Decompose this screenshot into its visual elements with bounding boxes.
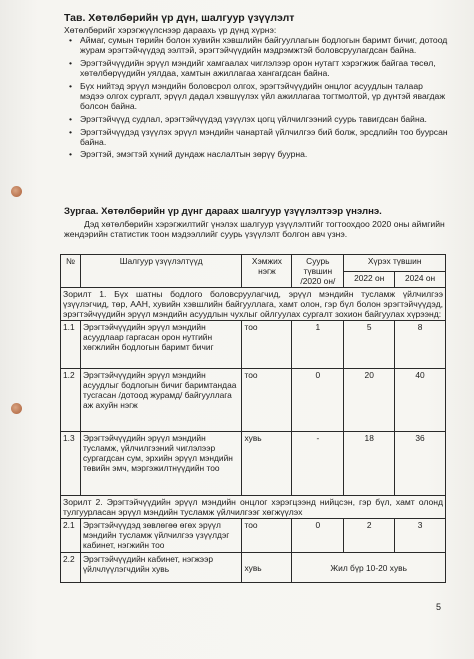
cell-indicator: Эрэгтэйчүүдийн эрүүл мэндийн асуудлыг бодлогын бичиг баримтандаа тусгасан /дотоод журамд/ байгууллага аж ахуйн нэгж [80, 369, 242, 432]
table-row [61, 519, 446, 553]
cell-no: 1.2 [61, 369, 81, 432]
section-heading-5: Тав. Хөтөлбөрийн үр дүн, шалгуур үзүүлэлт [64, 12, 295, 24]
header-unit: Хэмжих нэгж [242, 255, 292, 288]
punch-hole [11, 403, 22, 414]
cell-no: 2.2 [61, 553, 81, 583]
cell-unit: хувь [242, 432, 292, 496]
cell-no: 1.3 [61, 432, 81, 496]
list-item: • Эрэгтэйчүүдэд үзүүлэх эрүүл мэндийн чанартай үйлчилгээ бий болж, эрсдлийн тоо буурсан байна. [68, 127, 448, 148]
section-heading-6: Зургаа. Хөтөлбөрийн үр дүнг дараах шалгуур үзүүлэлтээр үнэлнэ. [64, 206, 382, 217]
list-item: • Эрэгтэйчүүд судлал, эрэгтэйчүүдэд үзүүлэх цогц үйлчилгээний суурь тавигдсан байна. [68, 114, 448, 124]
list-item: • Бүх нийтэд эрүүл мэндийн боловсрол олгох, эрэгтэйчүүдийн онцлог асуудлын талаар мэдээ олгох сургалт, эрүүл дадал хэвшүүлэх үйл ажиллагаа тогтмолтой, үр дүнтэй явагдаж болсон байна. [68, 81, 448, 112]
cell-unit: тоо [242, 519, 292, 553]
cell-baseline: 1 [292, 321, 344, 369]
table-row [61, 321, 446, 369]
cell-unit: тоо [242, 369, 292, 432]
cell-2022: 2 [344, 519, 395, 553]
header-2024: 2024 он [395, 271, 446, 288]
header-no: № [61, 255, 81, 288]
header-indicator: Шалгуур үзүүлэлтүүд [80, 255, 242, 288]
objective-2: Зорилт 2. Эрэгтэйчүүдийн эрүүл мэндийн онцлог хэрэгцээнд нийцсэн, гэр бүл, хамт олонд тулгуурласан эрүүл мэндийн тусламж үйлчилгээг хөгжүүлэх [61, 496, 446, 519]
table-row [61, 369, 446, 432]
cell-baseline: - [292, 432, 344, 496]
cell-2022: 20 [344, 369, 395, 432]
cell-2024: 36 [395, 432, 446, 496]
objective-1: Зорилт 1. Бүх шатны бодлого боловсруулагчид, эрүүл мэндийн тусламж үйлчилгээ үзүүлэгчид, төр, ААН, хувийн хэвшлийн байгууллага, хамт олон, гэр бүл болон эрэгтэйчүүдэд, эрэгтэйчүүдийн эрүүл мэндийн асуудлын чухлыг ойлгуулах сургалт зохион байгуулах хүрээнд: [61, 288, 446, 321]
cell-indicator: Эрэгтэйчүүдийн эрүүл мэндийн асуудлаар гаргасан орон нутгийн хөгжлийн бодлогын баримт бичиг [80, 321, 242, 369]
cell-2022: 18 [344, 432, 395, 496]
objective-row [61, 288, 446, 321]
list-item: • Аймаг, сумын төрийн болон хувийн хэвшлийн байгууллагын бодлогын баримт бичиг, дотоод журам эрэгтэйчүүдэд ээлтэй, эрэгтэйчүүдийн мэдрэмжтэй боловсруулагдсан байна. [68, 35, 448, 56]
cell-indicator: Эрэгтэйчүүдэд зөвлөгөө өгөх эрүүл мэндийн тусламж үйлчилгээ үзүүлдэг кабинет, нэгжийн тоо [80, 519, 242, 553]
table-row [61, 553, 446, 583]
punch-hole [11, 186, 22, 197]
cell-2024: 8 [395, 321, 446, 369]
paragraph: Дэд хөтөлбөрийн хэрэгжилтийг үнэлэх шалгуур үзүүлэлтийг тогтоохдоо 2020 оны аймгийн жендэрийн статистик тоон мэдээллийг суурь үзүүлэлт болгон авч үзнэ. [64, 219, 445, 240]
cell-no: 1.1 [61, 321, 81, 369]
cell-indicator: Эрэгтэйчүүдийн эрүүл мэндийн тусламж, үйлчилгээний чиглэлээр сургагдсан сум, эрхийн эрүүл мэндийн төвийн эмч, мэргэжилтнүүдийн тоо [80, 432, 242, 496]
cell-indicator: Эрэгтэйчүүдийн кабинет, нэгжээр үйлчлүүлэгчдийн хувь [80, 553, 242, 583]
cell-unit: хувь [242, 553, 292, 583]
indicators-table [60, 254, 446, 583]
list-item: • Эрэгтэй, эмэгтэй хүний дундаж наслалтын зөрүү буурна. [68, 149, 448, 159]
list-item: • Эрэгтэйчүүдийн эрүүл мэндийг хамгаалах чиглэлээр орон нутагт хэрэгжиж байгаа төсөл, хөтөлбөрүүдийн уялдаа, хамтын ажиллагаа хангагдсан байна. [68, 58, 448, 79]
header-2022: 2022 он [344, 271, 395, 288]
cell-target-span: Жил бүр 10-20 хувь [292, 553, 446, 583]
cell-baseline: 0 [292, 369, 344, 432]
table-header-row [61, 255, 446, 272]
cell-2022: 5 [344, 321, 395, 369]
cell-2024: 40 [395, 369, 446, 432]
cell-baseline: 0 [292, 519, 344, 553]
cell-unit: тоо [242, 321, 292, 369]
header-target: Хүрэх түвшин [344, 255, 446, 272]
cell-no: 2.1 [61, 519, 81, 553]
header-baseline: Суурь түвшин /2020 он/ [292, 255, 344, 288]
intro-text: Хөтөлбөрийг хэрэгжүүлснээр дараахь үр дүнд хүрнэ: [64, 25, 277, 35]
page-number: 5 [436, 602, 442, 612]
cell-2024: 3 [395, 519, 446, 553]
objective-row [61, 496, 446, 519]
results-list [68, 35, 448, 162]
table-row [61, 432, 446, 496]
